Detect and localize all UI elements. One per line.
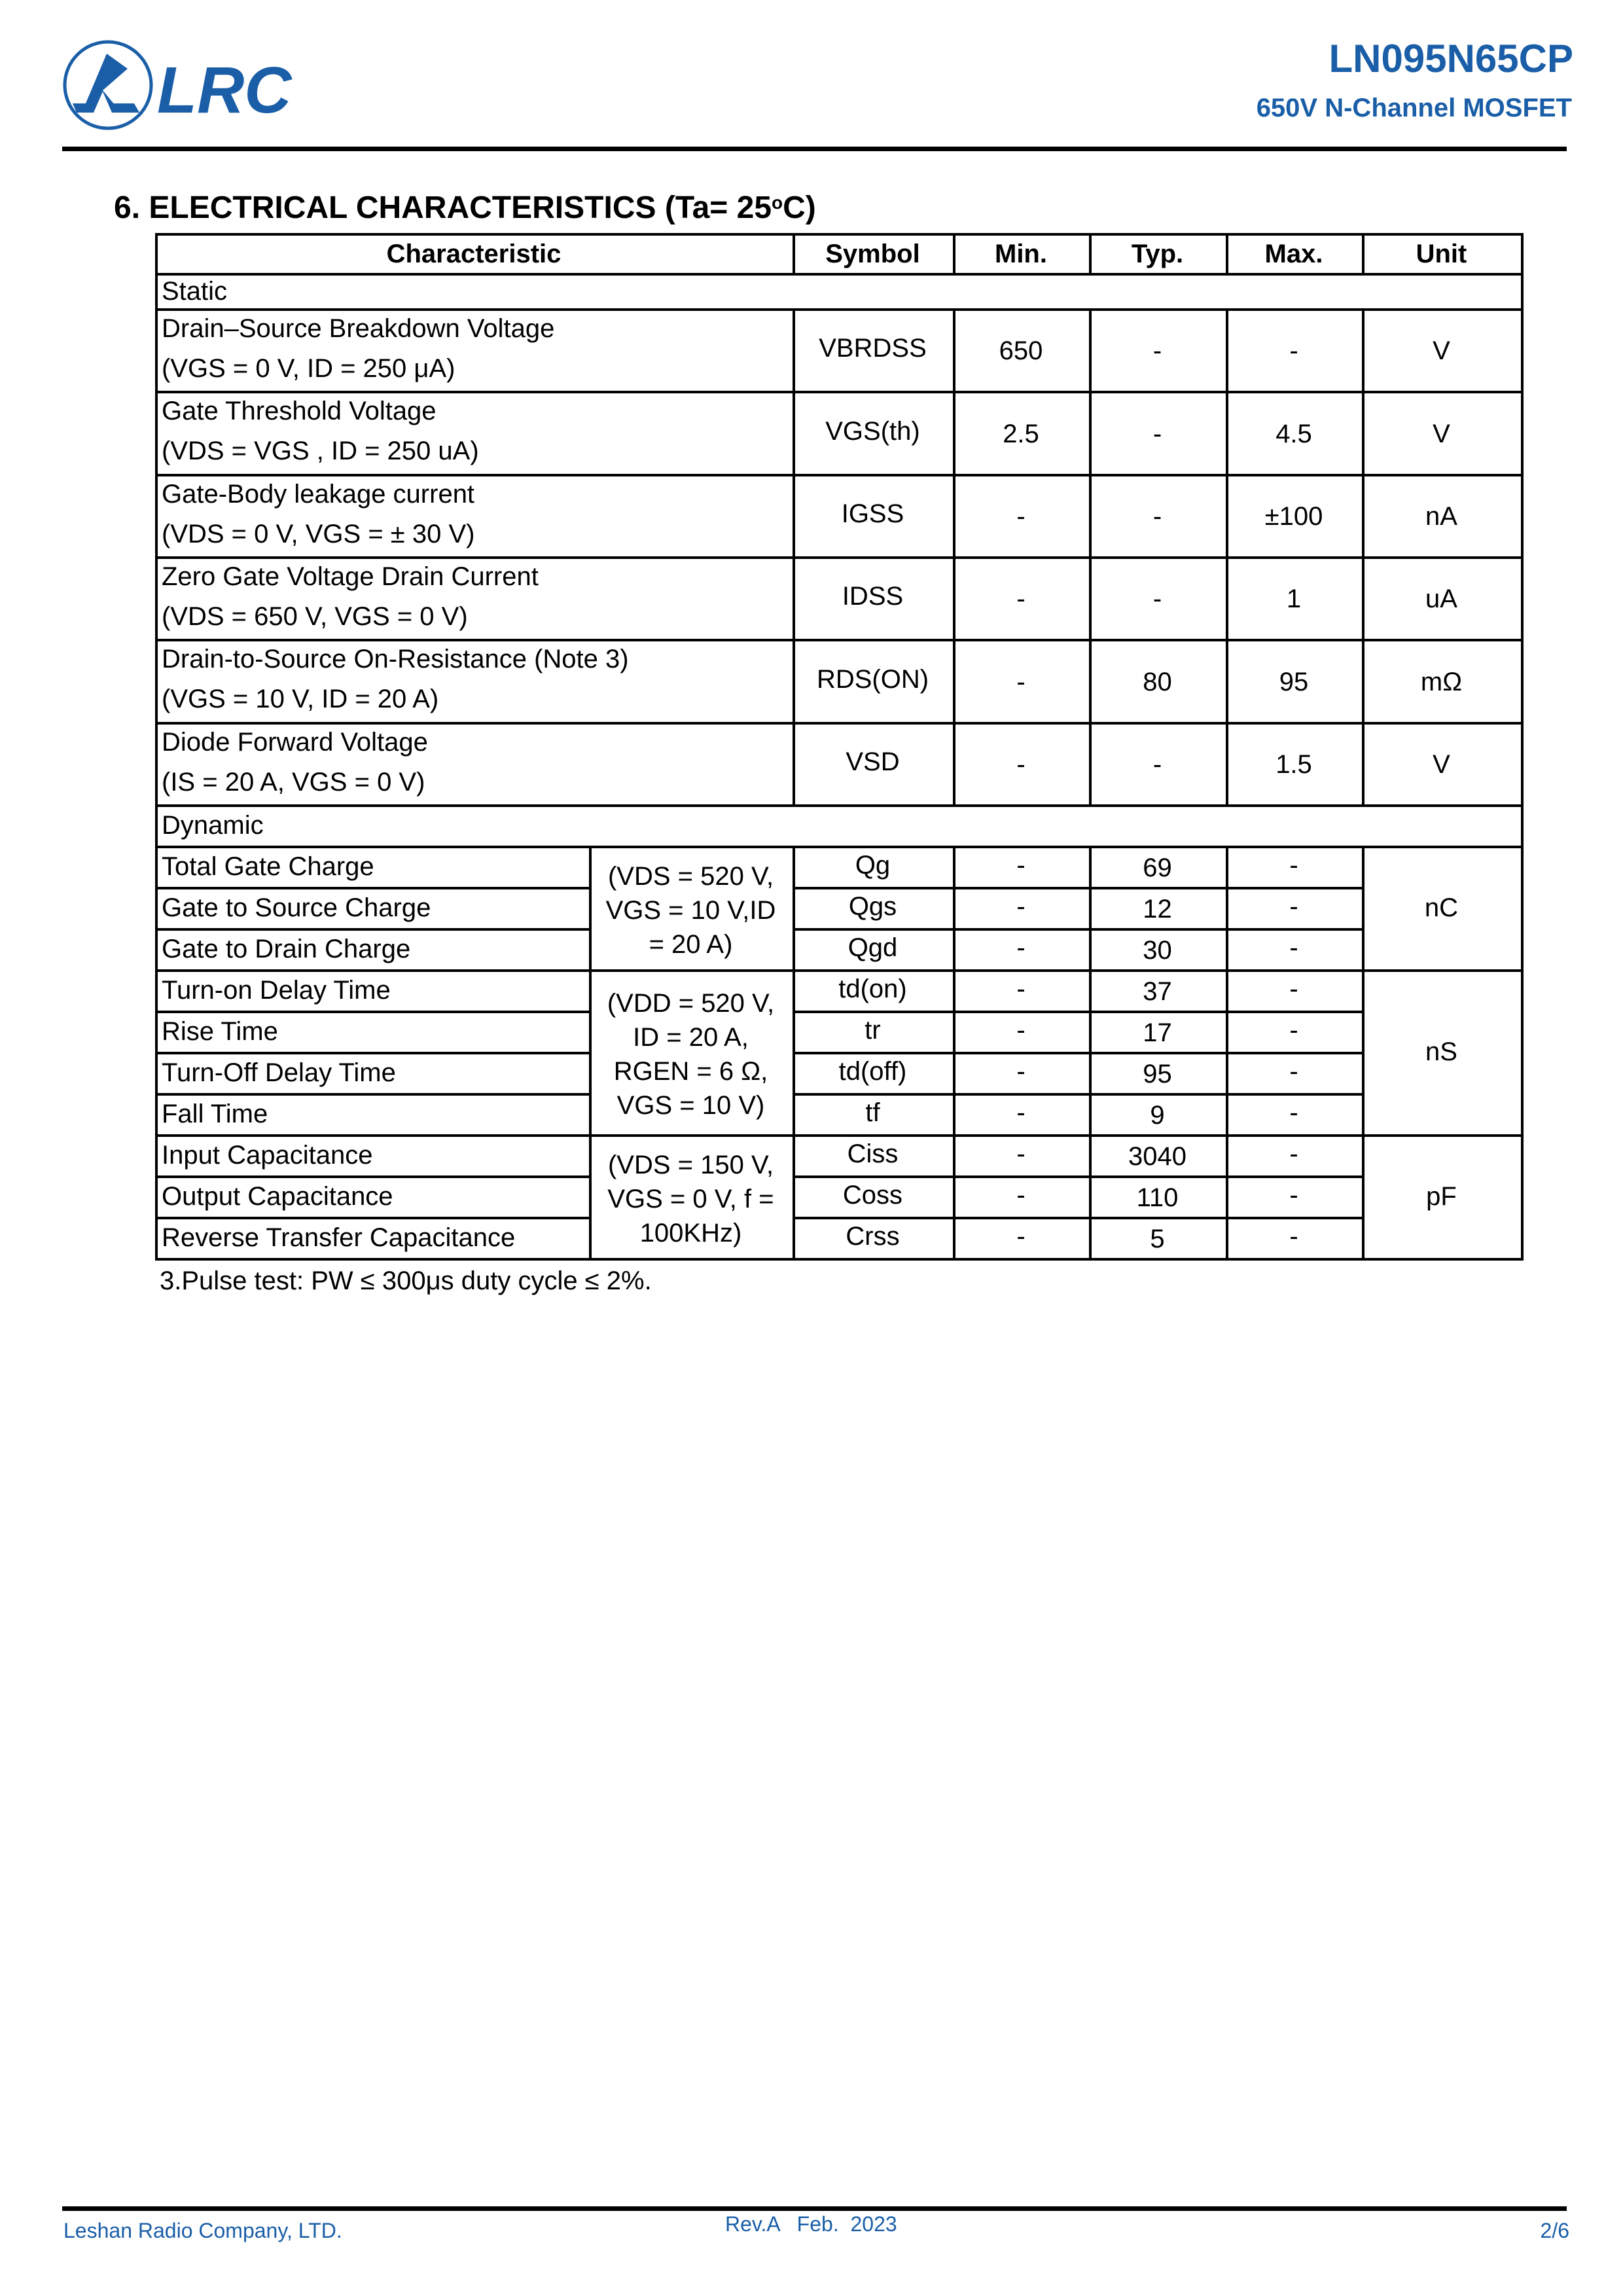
column-divider xyxy=(1089,233,1092,276)
max-cell: - xyxy=(1289,1098,1298,1127)
unit-cell: mΩ xyxy=(1420,667,1463,696)
column-header-max: Max. xyxy=(1264,240,1323,268)
max-cell: 1 xyxy=(1286,584,1302,613)
test-condition: (IS = 20 A, VGS = 0 V) xyxy=(162,768,425,797)
min-cell: - xyxy=(1016,750,1026,779)
test-condition: VGS = 0 V, f = xyxy=(607,1184,774,1213)
header-divider xyxy=(62,147,1567,151)
logo-text: LRC xyxy=(157,54,292,127)
symbol-cell: RDS(ON) xyxy=(816,664,929,694)
column-divider xyxy=(1226,1134,1228,1261)
row-rule xyxy=(155,1011,592,1013)
section-heading xyxy=(114,190,816,226)
column-divider xyxy=(1089,308,1092,393)
column-header-symbol: Symbol xyxy=(825,240,920,268)
column-divider xyxy=(1226,474,1228,559)
characteristic-name: Zero Gate Voltage Drain Current xyxy=(162,562,539,591)
unit-cell: V xyxy=(1433,336,1450,365)
section-rule xyxy=(155,846,1524,848)
typ-cell: - xyxy=(1152,750,1162,779)
characteristic-name: Input Capacitance xyxy=(162,1140,373,1170)
characteristic-name: Fall Time xyxy=(162,1099,268,1128)
symbol-cell: td(off) xyxy=(838,1056,907,1086)
column-divider xyxy=(1226,308,1228,393)
max-cell: 4.5 xyxy=(1275,419,1312,448)
column-divider xyxy=(1089,969,1092,1137)
test-condition: (VDS = 520 V, xyxy=(607,861,774,891)
column-divider xyxy=(793,639,795,725)
group-rule xyxy=(155,1134,1524,1137)
column-divider xyxy=(1226,969,1228,1137)
column-divider xyxy=(1089,474,1092,559)
footer-divider xyxy=(62,2206,1567,2211)
typ-cell: 80 xyxy=(1143,667,1172,696)
column-divider xyxy=(953,846,955,972)
row-rule xyxy=(793,1011,1364,1013)
test-condition: (VDS = VGS , ID = 250 uA) xyxy=(162,437,479,465)
column-divider xyxy=(793,846,795,972)
column-divider xyxy=(953,308,955,393)
column-divider xyxy=(953,639,955,725)
row-rule xyxy=(155,887,592,889)
min-cell: - xyxy=(1016,933,1026,962)
test-condition: (VGS = 10 V, ID = 20 A) xyxy=(162,685,439,713)
min-cell: 650 xyxy=(999,336,1043,365)
column-divider xyxy=(1362,639,1364,725)
column-divider xyxy=(953,474,955,559)
row-rule xyxy=(155,1052,592,1054)
characteristic-name: Total Gate Charge xyxy=(162,852,374,881)
test-condition: ID = 20 A, xyxy=(633,1023,749,1052)
column-divider xyxy=(793,722,795,807)
min-cell: - xyxy=(1016,1139,1026,1168)
column-divider xyxy=(1226,722,1228,807)
typ-cell: 69 xyxy=(1143,853,1172,882)
row-rule xyxy=(793,1175,1364,1178)
column-divider xyxy=(1362,1134,1364,1261)
section-rule xyxy=(155,308,1524,311)
footnote: 3.Pulse test: PW ≤ 300μs duty cycle ≤ 2%. xyxy=(160,1266,652,1295)
min-cell: - xyxy=(1016,584,1026,613)
typ-cell: 9 xyxy=(1150,1100,1165,1130)
column-divider xyxy=(1362,474,1364,559)
table-left-border xyxy=(155,233,158,1261)
min-cell: - xyxy=(1016,1015,1026,1045)
unit-cell: nA xyxy=(1425,502,1457,531)
typ-cell: - xyxy=(1152,584,1162,613)
symbol-cell: Ciss xyxy=(847,1139,899,1168)
table-right-border xyxy=(1521,233,1524,1261)
column-divider xyxy=(1089,639,1092,725)
column-divider xyxy=(953,391,955,476)
row-rule xyxy=(155,391,1524,393)
row-rule xyxy=(155,556,1524,559)
footer-company: Leshan Radio Company, LTD. xyxy=(63,2219,342,2242)
test-condition: RGEN = 6 Ω, xyxy=(613,1057,768,1086)
group-rule xyxy=(155,1258,1524,1261)
symbol-cell: VBRDSS xyxy=(819,334,927,363)
symbol-cell: VSD xyxy=(846,747,900,776)
symbol-cell: IGSS xyxy=(841,499,904,528)
column-divider xyxy=(1362,722,1364,807)
row-rule xyxy=(793,1052,1364,1054)
unit-cell: V xyxy=(1433,750,1450,779)
unit-cell: nS xyxy=(1425,1037,1457,1066)
test-condition: 100KHz) xyxy=(639,1218,742,1247)
characteristic-name: Drain–Source Breakdown Voltage xyxy=(162,314,555,343)
unit-cell: uA xyxy=(1425,584,1457,613)
footer-revision: Rev.A Feb. 2023 xyxy=(725,2212,897,2236)
min-cell: 2.5 xyxy=(1003,419,1039,448)
typ-cell: 12 xyxy=(1143,894,1172,924)
table-top-border xyxy=(155,233,1524,236)
unit-cell: nC xyxy=(1424,893,1459,922)
symbol-cell: Qg xyxy=(855,850,891,880)
row-rule xyxy=(155,804,1524,807)
max-cell: - xyxy=(1289,336,1298,365)
characteristic-name: Gate-Body leakage current xyxy=(162,480,475,509)
min-cell: - xyxy=(1016,974,1026,1003)
typ-cell: 3040 xyxy=(1128,1141,1186,1171)
max-cell: 95 xyxy=(1279,667,1309,696)
group-rule xyxy=(155,969,1524,972)
column-divider xyxy=(793,308,795,393)
column-divider xyxy=(953,969,955,1137)
test-condition: VGS = 10 V,ID xyxy=(605,895,776,925)
min-cell: - xyxy=(1016,850,1026,880)
typ-cell: 37 xyxy=(1143,977,1172,1006)
characteristic-name: Gate to Source Charge xyxy=(162,893,431,922)
row-rule xyxy=(793,887,1364,889)
test-condition: = 20 A) xyxy=(649,929,733,959)
symbol-cell: Qgs xyxy=(848,891,897,921)
characteristic-name: Reverse Transfer Capacitance xyxy=(162,1223,516,1252)
characteristic-name: Gate Threshold Voltage xyxy=(162,397,437,425)
characteristic-name: Output Capacitance xyxy=(162,1181,393,1211)
typ-cell: 30 xyxy=(1143,935,1172,965)
column-header-typ: Typ. xyxy=(1131,240,1184,268)
unit-cell: V xyxy=(1433,419,1450,448)
symbol-cell: Crss xyxy=(846,1221,900,1251)
row-rule xyxy=(155,1093,592,1096)
row-rule xyxy=(155,722,1524,725)
symbol-cell: tf xyxy=(865,1098,880,1127)
min-cell: - xyxy=(1016,1221,1026,1251)
max-cell: - xyxy=(1289,974,1298,1003)
column-divider xyxy=(953,1134,955,1261)
column-divider xyxy=(1362,308,1364,393)
max-cell: - xyxy=(1289,850,1298,880)
symbol-cell: Coss xyxy=(842,1180,903,1210)
typ-cell: 17 xyxy=(1143,1018,1172,1047)
column-divider xyxy=(1226,233,1228,276)
characteristic-name: Diode Forward Voltage xyxy=(162,728,428,757)
max-cell: - xyxy=(1289,933,1298,962)
max-cell: 1.5 xyxy=(1275,750,1312,779)
min-cell: - xyxy=(1016,1180,1026,1210)
row-rule xyxy=(155,1217,592,1219)
test-condition: VGS = 10 V) xyxy=(616,1091,765,1120)
column-divider xyxy=(1089,391,1092,476)
max-cell: - xyxy=(1289,1056,1298,1086)
characteristic-name: Turn-Off Delay Time xyxy=(162,1058,396,1087)
symbol-cell: IDSS xyxy=(842,582,904,611)
section-label-static: Static xyxy=(162,277,228,306)
column-divider xyxy=(793,391,795,476)
row-rule xyxy=(793,1217,1364,1219)
column-divider xyxy=(589,1134,592,1261)
typ-cell: - xyxy=(1152,336,1162,365)
column-divider xyxy=(1362,233,1364,276)
part-subtitle: 650V N-Channel MOSFET xyxy=(1256,94,1572,122)
column-divider xyxy=(1226,556,1228,641)
footer-page: 2/6 xyxy=(1540,2219,1569,2242)
typ-cell: 110 xyxy=(1136,1183,1179,1212)
max-cell: - xyxy=(1289,1015,1298,1045)
min-cell: - xyxy=(1016,1056,1026,1086)
section-label-dynamic: Dynamic xyxy=(162,811,264,840)
max-cell: ±100 xyxy=(1264,502,1323,531)
characteristic-name: Gate to Drain Charge xyxy=(162,934,411,963)
column-divider xyxy=(793,1134,795,1261)
column-divider xyxy=(1226,639,1228,725)
column-divider xyxy=(1362,969,1364,1137)
row-rule xyxy=(155,474,1524,476)
test-condition: (VDS = 650 V, VGS = 0 V) xyxy=(162,602,468,631)
test-condition: (VDS = 150 V, xyxy=(607,1150,774,1179)
test-condition: (VDS = 0 V, VGS = ± 30 V) xyxy=(162,520,475,548)
max-cell: - xyxy=(1289,891,1298,921)
row-rule xyxy=(155,1175,592,1178)
header-bottom-rule xyxy=(155,273,1524,276)
column-divider xyxy=(1362,556,1364,641)
column-divider xyxy=(1089,846,1092,972)
typ-cell: 5 xyxy=(1150,1224,1165,1253)
symbol-cell: Qgd xyxy=(847,933,898,962)
max-cell: - xyxy=(1289,1139,1298,1168)
column-divider xyxy=(589,846,592,972)
characteristic-name: Rise Time xyxy=(162,1016,278,1046)
column-divider xyxy=(953,233,955,276)
heading-text: 6. ELECTRICAL CHARACTERISTICS (Ta= 25 xyxy=(114,190,772,225)
unit-cell: pF xyxy=(1426,1181,1457,1211)
test-condition: (VDD = 520 V, xyxy=(607,989,775,1018)
column-divider xyxy=(953,722,955,807)
characteristic-name: Drain-to-Source On-Resistance (Note 3) xyxy=(162,645,629,673)
heading-suffix: C) xyxy=(783,190,816,225)
column-divider xyxy=(1089,556,1092,641)
row-rule xyxy=(793,1093,1364,1096)
max-cell: - xyxy=(1289,1180,1298,1210)
column-header-characteristic: Characteristic xyxy=(386,240,562,268)
column-divider xyxy=(1089,1134,1092,1261)
column-divider xyxy=(1089,722,1092,807)
column-divider xyxy=(1362,391,1364,476)
min-cell: - xyxy=(1016,1098,1026,1127)
lrc-logo xyxy=(62,39,317,131)
column-divider xyxy=(793,474,795,559)
column-divider xyxy=(953,556,955,641)
part-number: LN095N65CP xyxy=(1329,37,1573,81)
min-cell: - xyxy=(1016,891,1026,921)
symbol-cell: VGS(th) xyxy=(825,416,920,446)
column-header-min: Min. xyxy=(995,240,1047,268)
typ-cell: - xyxy=(1152,502,1162,531)
degree-mark: o xyxy=(772,192,783,213)
column-divider xyxy=(793,556,795,641)
row-rule xyxy=(793,928,1364,931)
characteristic-name: Turn-on Delay Time xyxy=(162,975,391,1005)
min-cell: - xyxy=(1016,502,1026,531)
symbol-cell: tr xyxy=(865,1015,881,1045)
max-cell: - xyxy=(1289,1221,1298,1251)
column-divider xyxy=(1226,391,1228,476)
column-divider xyxy=(1226,846,1228,972)
row-rule xyxy=(155,639,1524,641)
column-divider xyxy=(793,969,795,1137)
row-rule xyxy=(155,928,592,931)
symbol-cell: td(on) xyxy=(838,974,907,1003)
column-divider xyxy=(1362,846,1364,972)
column-header-unit: Unit xyxy=(1416,240,1467,268)
typ-cell: 95 xyxy=(1143,1059,1172,1088)
typ-cell: - xyxy=(1152,419,1162,448)
column-divider xyxy=(793,233,795,276)
column-divider xyxy=(589,969,592,1137)
test-condition: (VGS = 0 V, ID = 250 μA) xyxy=(162,354,455,383)
min-cell: - xyxy=(1016,667,1026,696)
